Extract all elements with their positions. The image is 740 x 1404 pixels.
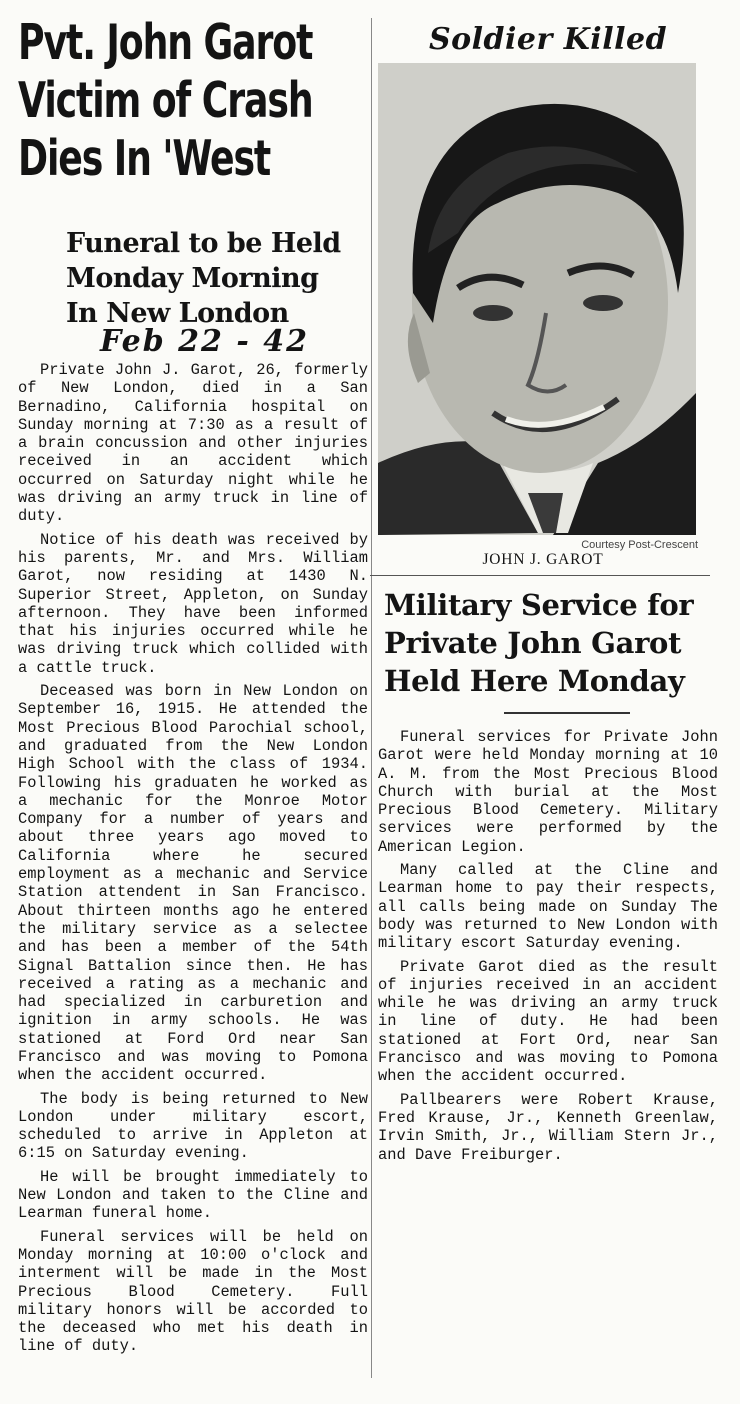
column-divider (371, 18, 372, 1378)
subhead-line-2: Monday Morning (66, 263, 319, 294)
paragraph: Private John J. Garot, 26, formerly of New London, died in a San Bernadino, California hospital on Sunday morning at 7:30 as a result of a brain concussion and other injuries received in an accident which occurred on Saturday night while he was driving an army truck in line of duty. (18, 361, 368, 526)
article-subhead (66, 226, 368, 331)
soldier-portrait-photo (378, 63, 696, 535)
portrait-illustration (378, 63, 696, 535)
paragraph: Many called at the Cline and Learman home to pay their respects, all calls being made on Sunday The body was returned to New London with military escort Saturday evening. (378, 861, 718, 953)
headline-line-3: Dies In 'West (18, 130, 271, 187)
article-headline (18, 14, 366, 188)
right-column (378, 14, 718, 1169)
service-headline (384, 586, 718, 700)
paragraph: Funeral services for Private John Garot were held Monday morning at 10 A. M. from the Most Precious Blood Church with burial at the Most Precious Blood Cemetery. Military services were performed by the American Legion. (378, 728, 718, 856)
headline-rule (504, 712, 630, 714)
paragraph: Pallbearers were Robert Krause, Fred Krause, Jr., Kenneth Greenlaw, Irvin Smith, Jr., William Stern Jr., and Dave Freiburger. (378, 1090, 718, 1164)
subhead-line-3: In New London (66, 298, 289, 329)
service-headline-line-2: Private John Garot (384, 626, 682, 660)
left-article (18, 14, 368, 1361)
service-headline-line-3: Held Here Monday (384, 664, 685, 698)
paragraph: He will be brought immediately to New London and taken to the Cline and Learman funeral home. (18, 1167, 368, 1223)
headline-line-1: Pvt. John Garot (18, 14, 313, 71)
photo-caption: JOHN J. GAROT (482, 551, 604, 568)
paragraph: Private Garot died as the result of injuries received in an accident while he was driving an army truck in line of duty. He had been stationed at Fort Ord, near San Francisco and was moving to Pomona when the accident occurred. (378, 957, 718, 1086)
service-article-body (378, 728, 718, 1164)
article-body (18, 361, 368, 1356)
photo-credit: Courtesy Post-Crescent (581, 539, 698, 551)
headline-line-2: Victim of Crash (18, 72, 313, 129)
paragraph: Notice of his death was received by his parents, Mr. and Mrs. William Garot, now residing at 1430 N. Superior Street, Appleton, on Sunday afternoon. They have been informed that his injuries occurred while he was driving truck which collided with a cattle truck. (18, 530, 368, 677)
paragraph: The body is being returned to New London under military escort, scheduled to arrive in Appleton at 6:15 on Saturday evening. (18, 1089, 368, 1163)
paragraph: Deceased was born in New London on September 16, 1915. He attended the Most Precious Blood Parochial school, and graduated from the New London High School with the class of 1934. Following his graduaten he worked as a mechanic for the Monroe Motor Company for a number of years and about three years ago moved to California where he secured employment as a mechanic and Service Station attendent in San Francisco. About thirteen months ago he entered the military service as a selectee and has been a member of the 54th Signal Battalion since then. He has received a rating as a mechanic and had specialized in carburetion and ignition in army schools. He was stationed at Ford Ord near San Francisco and was moving to Pomona when the accident occurred. (18, 682, 368, 1085)
section-divider (370, 575, 710, 576)
paragraph: Funeral services will be held on Monday morning at 10:00 o'clock and interment will be made in the Most Precious Blood Cemetery. Full military honors will be accorded to the deceased who met his death in line of duty. (18, 1227, 368, 1356)
photo-label: Soldier Killed (428, 22, 668, 57)
service-headline-line-1: Military Service for (384, 588, 694, 622)
subhead-line-1: Funeral to be Held (66, 228, 341, 259)
handwritten-date: Feb 22 - 42 (100, 324, 310, 359)
